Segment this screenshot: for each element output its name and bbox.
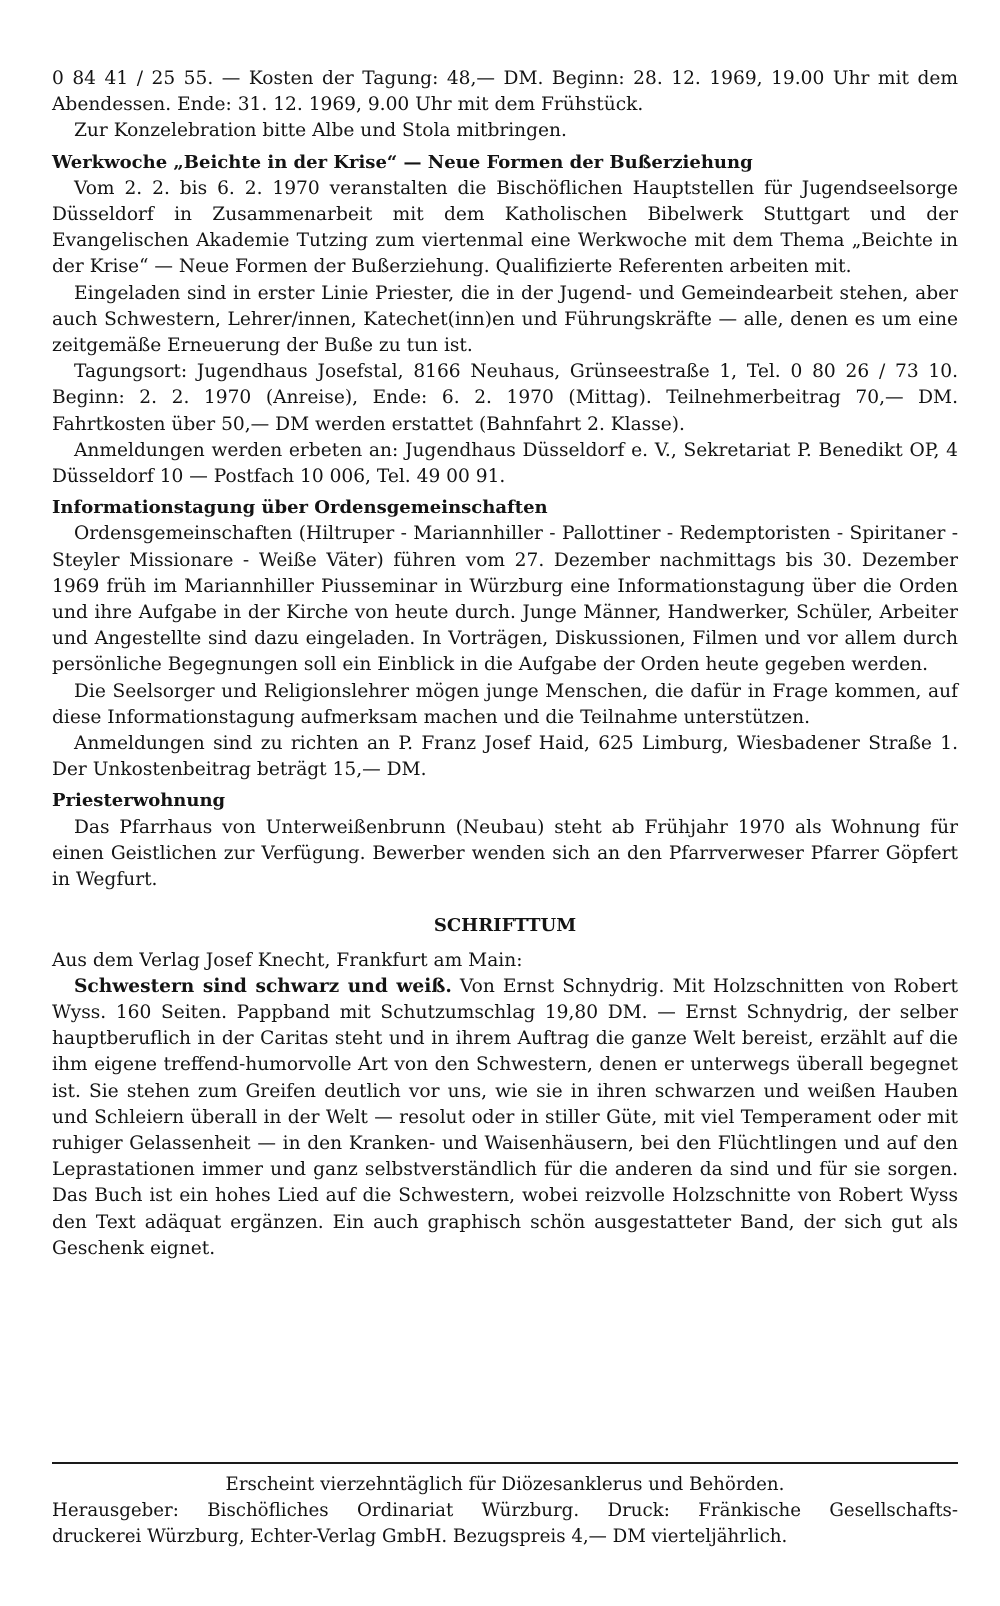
informationstagung-paragraph-3: Anmeldungen sind zu richten an P. Franz Josef Haid, 625 Limburg, Wiesbadener Straße 1. Der Unkostenbeitrag beträgt 15,— DM. <box>52 733 958 781</box>
informationstagung-paragraph-2: Die Seelsorger und Religionslehrer mögen junge Menschen, die dafür in Frage kommen, auf diese Informationstagung aufmerksam machen und die Teilnahme unterstützen. <box>52 680 958 728</box>
section-heading-werkwoche: Werkwoche „Beichte in der Krise“ — Neue Formen der Bußerziehung <box>52 151 753 173</box>
section-heading-priesterwohnung: Priesterwohnung <box>52 790 226 812</box>
schrifttum-heading: SCHRIFTTUM <box>433 915 577 937</box>
footer <box>52 1462 958 1550</box>
werkwoche-paragraph-4: Anmeldungen werden erbeten an: Jugendhaus Düsseldorf e. V., Sekretariat P. Benedikt OP, 4 Düsseldorf 10 — Postfach 10 006, Tel. 49 00 91. <box>52 439 958 488</box>
priesterwohnung-paragraph: Das Pfarrhaus von Unterweißenbrunn (Neubau) steht ab Frühjahr 1970 als Wohnung für einen Geistlichen zur Verfügung. Bewerber wenden sich an den Pfarrverweser Pfarrer Göpfert in Wegfurt. <box>52 816 958 891</box>
section-heading-informationstagung: Informationstagung über Ordensgemeinschaften <box>52 497 548 519</box>
book-title: Schwestern sind schwarz und weiß. <box>74 975 452 997</box>
book-review <box>52 974 958 1262</box>
book-review-text: Von Ernst Schnydrig. Mit Holzschnitten von Robert Wyss. 160 Seiten. Pappband mit Schutzumschlag 19,80 DM. — Ernst Schnydrig, der selber hauptberuflich in der Caritas steht und in ihrem Auftrag die ganze Welt bereist, erzählt auf die ihm eigene treffend-humorvolle Art von den Schwestern, denen er unterwegs überall begegnet ist. Sie stehen zum Greifen deutlich vor uns, wie sie in ihren schwarzen und weißen Hauben und Schleiern überall in der Welt — resolut oder in stiller Güte, mit viel Temperament oder mit ruhiger Gelassenheit — in den Kranken- und Waisenhäusern, bei den Flüchtlingen und auf den Leprastationen immer und ganz selbstverständlich für die anderen da sind und für sie sorgen. Das Buch ist ein hohes Lied auf die Schwestern, wobei reizvolle Holzschnitte von Robert Wyss den Text adäquat ergänzen. Ein auch graphisch schön ausgestatteter Band, der sich gut als Geschenk eignet. <box>52 975 958 1259</box>
document-body <box>52 66 958 1262</box>
intro-text: 0 84 41 / 25 55. — Kosten der Tagung: 48,— DM. Beginn: 28. 12. 1969, 19.00 Uhr mit dem Abendessen. Ende: 31. 12. 1969, 9.00 Uhr mit dem Frühstück. <box>52 68 958 116</box>
werkwoche-paragraph-1: Vom 2. 2. bis 6. 2. 1970 veranstalten die Bischöflichen Hauptstellen für Jugendseelsorge Düsseldorf in Zusammenarbeit mit dem Katholischen Bibelwerk Stuttgart und der Evangelischen Akademie Tutzing zum viertenmal eine Werkwoche mit dem Thema „Beichte in der Krise“ — Neue Formen der Bußerziehung. Qualifizierte Referenten arbeiten mit. <box>52 177 958 278</box>
informationstagung-paragraph-1: Ordensgemeinschaften (Hiltruper - Mariannhiller - Pallottiner - Redemptoristen - Spiritaner - Steyler Missionare - Weiße Väter) führen vom 27. Dezember nachmittags bis 30. Dezember 1969 früh im Mariannhiller Piusseminar in Würzburg eine Informationstagung über die Orden und ihre Aufgabe in der Kirche von heute durch. Junge Männer, Handwerker, Schüler, Arbeiter und Angestellte sind dazu eingeladen. In Vorträgen, Diskussionen, Filmen und vor allem durch persönliche Begegnungen soll ein Einblick in die Aufgabe der Orden heute gegeben werden. <box>52 523 958 676</box>
schrifttum-publisher: Aus dem Verlag Josef Knecht, Frankfurt am Main: <box>52 949 523 971</box>
werkwoche-paragraph-2: Eingeladen sind in erster Linie Priester, die in der Jugend- und Gemeindearbeit stehen, aber auch Schwestern, Lehrer/innen, Katechet(inn)en und Führungskräfte — alle, denen es um eine zeitgemäße Erneuerung der Buße zu tun ist. <box>52 282 958 357</box>
footer-divider <box>52 1462 958 1464</box>
footer-publisher: Herausgeber: Bischöfliches Ordinariat Würzburg. Druck: Fränkische Gesellschafts- <box>52 1500 958 1521</box>
footer-publication-note: Erscheint vierzehntäglich für Diözesanklerus und Behörden. <box>225 1474 785 1495</box>
intro-note: Zur Konzelebration bitte Albe und Stola mitbringen. <box>74 120 567 142</box>
footer-printer: druckerei Würzburg, Echter-Verlag GmbH. Bezugspreis 4,— DM vierteljährlich. <box>52 1526 788 1547</box>
werkwoche-paragraph-3: Tagungsort: Jugendhaus Josefstal, 8166 Neuhaus, Grünseestraße 1, Tel. 0 80 26 / 73 10. Beginn: 2. 2. 1970 (Anreise), Ende: 6. 2. 1970 (Mittag). Teilnehmerbeitrag 70,— DM. Fahrtkosten über 50,— DM werden erstattet (Bahnfahrt 2. Klasse). <box>52 361 958 435</box>
